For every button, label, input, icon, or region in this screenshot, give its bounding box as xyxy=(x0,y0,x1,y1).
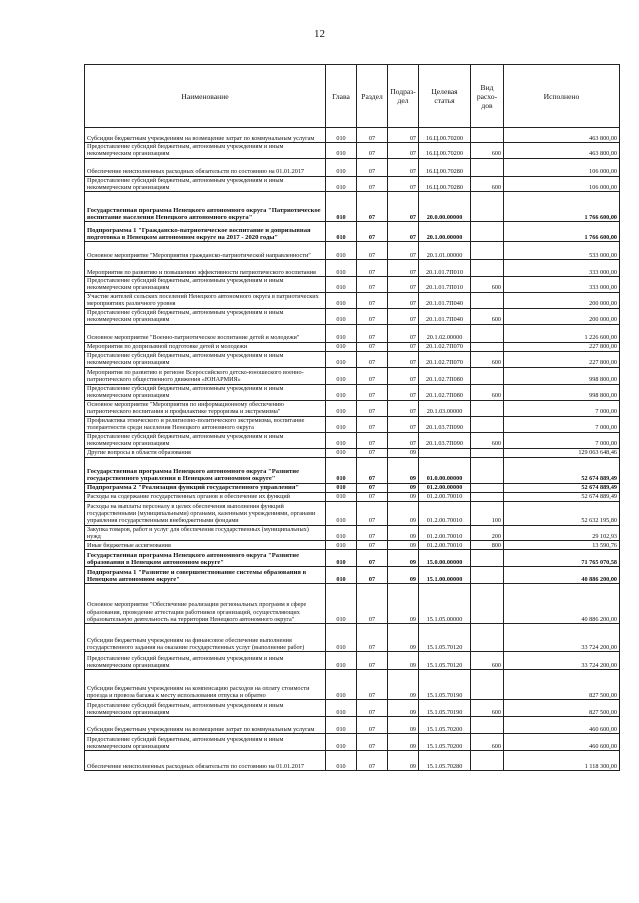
cell-isp: 827 500,00 xyxy=(504,670,620,700)
cell-statya: 20.1.01.7П010 xyxy=(419,260,471,277)
cell-glava: 010 xyxy=(326,492,357,501)
cell-glava: 010 xyxy=(326,400,357,416)
page-number: 12 xyxy=(314,28,325,40)
cell-isp: 460 600,00 xyxy=(504,734,620,751)
cell-name: Мероприятия по развитию и повышению эффективности патриотического воспитания xyxy=(85,260,326,277)
cell-isp: 106 000,00 xyxy=(504,158,620,176)
cell-vid xyxy=(471,624,504,652)
cell-podrazdel: 07 xyxy=(388,342,419,351)
cell-name: Расходы на выплаты персоналу в целях обеспечения выполнения функций государственными (муниципальными) органами, казенными учреждениями, органами управления государственными внебюджетными фондами xyxy=(85,501,326,525)
table-row xyxy=(85,416,620,432)
cell-isp: 463 800,00 xyxy=(504,143,620,159)
cell-name: Предоставление субсидий бюджетным, автономным учреждениям и иным некоммерческим организациям xyxy=(85,652,326,670)
cell-podrazdel: 07 xyxy=(388,324,419,342)
cell-razdel: 07 xyxy=(357,492,388,501)
table-row xyxy=(85,734,620,751)
table-row xyxy=(85,448,620,457)
table-row xyxy=(85,367,620,384)
budget-table xyxy=(84,64,620,771)
table-row xyxy=(85,308,620,324)
cell-statya: 15.0.00.00000 xyxy=(419,550,471,567)
cell-glava: 010 xyxy=(326,242,357,260)
cell-glava: 010 xyxy=(326,308,357,324)
cell-podrazdel: 09 xyxy=(388,624,419,652)
cell-podrazdel: 07 xyxy=(388,400,419,416)
cell-name: Иные бюджетные ассигнования xyxy=(85,541,326,550)
cell-glava: 010 xyxy=(326,416,357,432)
cell-razdel: 07 xyxy=(357,192,388,222)
table-row xyxy=(85,260,620,277)
table-row xyxy=(85,351,620,367)
cell-razdel: 07 xyxy=(357,501,388,525)
cell-isp: 227 800,00 xyxy=(504,351,620,367)
cell-razdel: 07 xyxy=(357,457,388,483)
cell-statya: 01.2.00.70010 xyxy=(419,501,471,525)
cell-glava: 010 xyxy=(326,351,357,367)
cell-glava: 010 xyxy=(326,128,357,143)
cell-name: Предоставление субсидий бюджетным, автономным учреждениям и иным некоммерческим организациям xyxy=(85,277,326,293)
cell-glava: 010 xyxy=(326,717,357,734)
cell-glava: 010 xyxy=(326,260,357,277)
cell-isp: 40 886 200,00 xyxy=(504,567,620,584)
cell-vid xyxy=(471,292,504,308)
cell-name: Государственная программа Ненецкого автономного округа "Развитие образования в Ненецком автономном округе" xyxy=(85,550,326,567)
table-row xyxy=(85,384,620,400)
cell-podrazdel: 07 xyxy=(388,128,419,143)
cell-isp: 52 632 195,80 xyxy=(504,501,620,525)
cell-razdel: 07 xyxy=(357,242,388,260)
cell-statya: 16.Ц.00.70280 xyxy=(419,176,471,192)
cell-glava: 010 xyxy=(326,457,357,483)
cell-isp: 7 000,00 xyxy=(504,432,620,448)
cell-glava: 010 xyxy=(326,541,357,550)
cell-podrazdel: 07 xyxy=(388,351,419,367)
cell-isp: 7 000,00 xyxy=(504,416,620,432)
cell-vid xyxy=(471,342,504,351)
cell-vid: 600 xyxy=(471,652,504,670)
cell-podrazdel: 07 xyxy=(388,158,419,176)
cell-isp: 33 724 200,00 xyxy=(504,652,620,670)
cell-vid: 200 xyxy=(471,525,504,541)
cell-name: Мероприятия по допризывной подготовке детей и молодежи xyxy=(85,342,326,351)
cell-vid xyxy=(471,483,504,492)
table-row xyxy=(85,143,620,159)
cell-statya: 15.1.05.00000 xyxy=(419,584,471,624)
cell-statya: 20.1.02.7П070 xyxy=(419,351,471,367)
cell-name: Другие вопросы в области образования xyxy=(85,448,326,457)
cell-glava: 010 xyxy=(326,670,357,700)
cell-isp: 71 765 070,58 xyxy=(504,550,620,567)
cell-isp: 52 674 889,49 xyxy=(504,483,620,492)
cell-razdel: 07 xyxy=(357,260,388,277)
cell-podrazdel: 07 xyxy=(388,308,419,324)
table-row xyxy=(85,192,620,222)
cell-isp: 200 000,00 xyxy=(504,308,620,324)
cell-statya: 20.1.02.7П070 xyxy=(419,342,471,351)
cell-glava: 010 xyxy=(326,324,357,342)
cell-podrazdel: 09 xyxy=(388,501,419,525)
cell-razdel: 07 xyxy=(357,734,388,751)
cell-vid: 100 xyxy=(471,501,504,525)
cell-statya: 20.1.02.00000 xyxy=(419,324,471,342)
cell-razdel: 07 xyxy=(357,670,388,700)
table-row xyxy=(85,342,620,351)
cell-name: Субсидии бюджетным учреждениям на возмещение затрат по коммунальным услугам xyxy=(85,128,326,143)
cell-glava: 010 xyxy=(326,734,357,751)
table-row xyxy=(85,277,620,293)
cell-statya: 15.1.05.70190 xyxy=(419,700,471,717)
cell-isp: 998 800,00 xyxy=(504,367,620,384)
cell-name: Мероприятия по развитию в регионе Всероссийского детско-юношеского военно-патриотического общественного движения «ЮНАРМИЯ» xyxy=(85,367,326,384)
cell-razdel: 07 xyxy=(357,143,388,159)
cell-podrazdel: 09 xyxy=(388,483,419,492)
cell-statya: 01.2.00.00000 xyxy=(419,483,471,492)
header-razdel: Раздел xyxy=(357,65,388,128)
cell-glava: 010 xyxy=(326,222,357,242)
cell-razdel: 07 xyxy=(357,525,388,541)
cell-isp: 1 766 600,00 xyxy=(504,192,620,222)
cell-isp: 333 000,00 xyxy=(504,277,620,293)
cell-razdel: 07 xyxy=(357,222,388,242)
cell-vid xyxy=(471,222,504,242)
table-row xyxy=(85,652,620,670)
cell-glava: 010 xyxy=(326,176,357,192)
table-body xyxy=(85,128,620,771)
cell-name: Предоставление субсидий бюджетным, автономным учреждениям и иным некоммерческим организациям xyxy=(85,176,326,192)
cell-isp: 827 500,00 xyxy=(504,700,620,717)
cell-isp: 333 000,00 xyxy=(504,260,620,277)
cell-isp: 29 102,93 xyxy=(504,525,620,541)
cell-glava: 010 xyxy=(326,192,357,222)
cell-statya: 16.Ц.00.70200 xyxy=(419,128,471,143)
cell-name: Основное мероприятие "Обеспечение реализации региональных программ в сфере образования, проведение аттестации работников организаций, осуществляющих образовательную деятельность на территории Ненецкого автономного округа" xyxy=(85,584,326,624)
cell-podrazdel: 09 xyxy=(388,550,419,567)
cell-name: Подпрограмма 2 "Реализация функций государственного управления" xyxy=(85,483,326,492)
cell-name: Субсидии бюджетным учреждениям на возмещение затрат по коммунальным услугам xyxy=(85,717,326,734)
cell-vid xyxy=(471,260,504,277)
cell-statya: 20.1.03.7П090 xyxy=(419,432,471,448)
cell-glava: 010 xyxy=(326,567,357,584)
cell-podrazdel: 07 xyxy=(388,432,419,448)
cell-vid xyxy=(471,550,504,567)
cell-podrazdel: 09 xyxy=(388,492,419,501)
header-statya: Целевая статья xyxy=(419,65,471,128)
cell-razdel: 07 xyxy=(357,550,388,567)
cell-vid xyxy=(471,367,504,384)
cell-podrazdel: 07 xyxy=(388,384,419,400)
cell-isp: 460 600,00 xyxy=(504,717,620,734)
cell-razdel: 07 xyxy=(357,584,388,624)
table-row xyxy=(85,176,620,192)
cell-name: Предоставление субсидий бюджетным, автономным учреждениям и иным некоммерческим организациям xyxy=(85,734,326,751)
cell-name: Основное мероприятие "Военно-патриотическое воспитание детей и молодежи" xyxy=(85,324,326,342)
cell-vid xyxy=(471,128,504,143)
table-row xyxy=(85,624,620,652)
cell-name: Профилактика этнического и религиозно-политического экстремизма, воспитание толерантности среди населения Ненецкого автономного округа xyxy=(85,416,326,432)
cell-name: Предоставление субсидий бюджетным, автономным учреждениям и иным некоммерческим организациям xyxy=(85,432,326,448)
cell-isp: 13 590,76 xyxy=(504,541,620,550)
cell-statya: 15.1.05.70120 xyxy=(419,624,471,652)
cell-podrazdel: 07 xyxy=(388,277,419,293)
cell-podrazdel: 07 xyxy=(388,143,419,159)
cell-podrazdel: 09 xyxy=(388,751,419,771)
cell-glava: 010 xyxy=(326,143,357,159)
cell-name: Основное мероприятие "Мероприятия гражданско-патриотической направленности" xyxy=(85,242,326,260)
cell-vid xyxy=(471,717,504,734)
cell-vid: 600 xyxy=(471,700,504,717)
table-row xyxy=(85,432,620,448)
cell-vid xyxy=(471,457,504,483)
cell-isp: 1 118 300,00 xyxy=(504,751,620,771)
table-row xyxy=(85,292,620,308)
cell-razdel: 07 xyxy=(357,351,388,367)
cell-statya: 01.2.00.70010 xyxy=(419,492,471,501)
cell-statya: 20.1.00.00000 xyxy=(419,222,471,242)
cell-podrazdel: 09 xyxy=(388,457,419,483)
cell-statya: 20.1.01.00000 xyxy=(419,242,471,260)
cell-vid: 600 xyxy=(471,176,504,192)
table-row xyxy=(85,584,620,624)
cell-statya: 20.1.03.7П090 xyxy=(419,416,471,432)
cell-statya: 20.1.01.7П010 xyxy=(419,277,471,293)
cell-name: Государственная программа Ненецкого автономного округа "Патриотическое воспитание населения Ненецкого автономного округа" xyxy=(85,192,326,222)
table-row xyxy=(85,717,620,734)
cell-razdel: 07 xyxy=(357,751,388,771)
cell-name: Предоставление субсидий бюджетным, автономным учреждениям и иным некоммерческим организациям xyxy=(85,143,326,159)
cell-razdel: 07 xyxy=(357,308,388,324)
cell-name: Подпрограмма 1 "Гражданско-патриотическое воспитание и допризывная подготовка в Ненецком автономном округе на 2017 - 2020 годы" xyxy=(85,222,326,242)
cell-isp: 1 766 600,00 xyxy=(504,222,620,242)
cell-name: Предоставление субсидий бюджетным, автономным учреждениям и иным некоммерческим организациям xyxy=(85,384,326,400)
cell-vid xyxy=(471,567,504,584)
cell-statya: 01.2.00.70010 xyxy=(419,541,471,550)
table-row xyxy=(85,158,620,176)
cell-podrazdel: 07 xyxy=(388,367,419,384)
cell-statya: 15.1.05.70190 xyxy=(419,670,471,700)
table-row xyxy=(85,324,620,342)
cell-vid xyxy=(471,416,504,432)
cell-vid xyxy=(471,158,504,176)
cell-podrazdel: 09 xyxy=(388,525,419,541)
cell-vid: 600 xyxy=(471,351,504,367)
cell-isp: 129 063 648,46 xyxy=(504,448,620,457)
cell-razdel: 07 xyxy=(357,567,388,584)
table-row xyxy=(85,501,620,525)
cell-vid xyxy=(471,670,504,700)
cell-isp: 227 800,00 xyxy=(504,342,620,351)
cell-razdel: 07 xyxy=(357,541,388,550)
cell-statya: 15.1.05.70200 xyxy=(419,734,471,751)
cell-vid xyxy=(471,492,504,501)
table-row xyxy=(85,700,620,717)
table-row xyxy=(85,751,620,771)
cell-name: Обеспечение неисполненных расходных обязательств по состоянию на 01.01.2017 xyxy=(85,751,326,771)
table-row xyxy=(85,567,620,584)
table-row xyxy=(85,128,620,143)
cell-glava: 010 xyxy=(326,448,357,457)
cell-vid xyxy=(471,192,504,222)
cell-vid xyxy=(471,584,504,624)
cell-glava: 010 xyxy=(326,550,357,567)
cell-glava: 010 xyxy=(326,384,357,400)
cell-glava: 010 xyxy=(326,483,357,492)
cell-vid xyxy=(471,242,504,260)
cell-vid: 600 xyxy=(471,277,504,293)
cell-glava: 010 xyxy=(326,292,357,308)
cell-podrazdel: 09 xyxy=(388,717,419,734)
table-row xyxy=(85,222,620,242)
cell-podrazdel: 09 xyxy=(388,734,419,751)
cell-isp: 533 000,00 xyxy=(504,242,620,260)
cell-glava: 010 xyxy=(326,624,357,652)
header-name: Наименование xyxy=(85,65,326,128)
cell-statya: 16.Ц.00.70200 xyxy=(419,143,471,159)
table-row xyxy=(85,541,620,550)
cell-name: Закупка товаров, работ и услуг для обеспечения государственных (муниципальных) нужд xyxy=(85,525,326,541)
cell-statya: 15.1.05.70200 xyxy=(419,717,471,734)
cell-vid xyxy=(471,448,504,457)
cell-statya: 01.2.00.70010 xyxy=(419,525,471,541)
cell-name: Обеспечение неисполненных расходных обязательств по состоянию на 01.01.2017 xyxy=(85,158,326,176)
cell-glava: 010 xyxy=(326,751,357,771)
cell-glava: 010 xyxy=(326,501,357,525)
cell-statya: 16.Ц.00.70280 xyxy=(419,158,471,176)
cell-razdel: 07 xyxy=(357,448,388,457)
table-row xyxy=(85,483,620,492)
cell-glava: 010 xyxy=(326,525,357,541)
cell-razdel: 07 xyxy=(357,700,388,717)
cell-vid: 600 xyxy=(471,308,504,324)
cell-isp: 40 886 200,00 xyxy=(504,584,620,624)
cell-vid: 600 xyxy=(471,143,504,159)
cell-vid: 600 xyxy=(471,384,504,400)
cell-statya: 01.0.00.00000 xyxy=(419,457,471,483)
table-row xyxy=(85,400,620,416)
cell-isp: 52 674 889,49 xyxy=(504,492,620,501)
cell-statya: 20.1.02.7П080 xyxy=(419,384,471,400)
cell-isp: 106 000,00 xyxy=(504,176,620,192)
cell-statya: 20.1.01.7П040 xyxy=(419,308,471,324)
cell-razdel: 07 xyxy=(357,277,388,293)
cell-name: Субсидии бюджетным учреждениям на финансовое обеспечение выполнения государственного задания на оказание государственных услуг (выполнение работ) xyxy=(85,624,326,652)
cell-razdel: 07 xyxy=(357,342,388,351)
cell-isp: 998 800,00 xyxy=(504,384,620,400)
cell-statya: 15.1.00.00000 xyxy=(419,567,471,584)
cell-razdel: 07 xyxy=(357,416,388,432)
cell-isp: 33 724 200,00 xyxy=(504,624,620,652)
cell-isp: 463 800,00 xyxy=(504,128,620,143)
cell-glava: 010 xyxy=(326,277,357,293)
cell-statya: 15.1.05.70120 xyxy=(419,652,471,670)
cell-statya: 20.1.03.00000 xyxy=(419,400,471,416)
cell-podrazdel: 09 xyxy=(388,700,419,717)
table-row xyxy=(85,492,620,501)
cell-podrazdel: 07 xyxy=(388,176,419,192)
cell-glava: 010 xyxy=(326,342,357,351)
cell-vid xyxy=(471,751,504,771)
cell-name: Расходы на содержание государственных органов и обеспечение их функций xyxy=(85,492,326,501)
header-ispolneno: Исполнено xyxy=(504,65,620,128)
cell-razdel: 07 xyxy=(357,158,388,176)
cell-podrazdel: 07 xyxy=(388,292,419,308)
cell-statya: 15.1.05.70280 xyxy=(419,751,471,771)
cell-statya: 20.1.01.7П040 xyxy=(419,292,471,308)
header-glava: Глава xyxy=(326,65,357,128)
cell-isp: 1 226 600,00 xyxy=(504,324,620,342)
cell-podrazdel: 09 xyxy=(388,584,419,624)
cell-glava: 010 xyxy=(326,700,357,717)
table-row xyxy=(85,525,620,541)
cell-name: Предоставление субсидий бюджетным, автономным учреждениям и иным некоммерческим организациям xyxy=(85,700,326,717)
cell-name: Субсидии бюджетным учреждениям на компенсацию расходов на оплату стоимости проезда и провоза багажа к месту использования отпуска и обратно xyxy=(85,670,326,700)
cell-vid xyxy=(471,324,504,342)
cell-podrazdel: 09 xyxy=(388,448,419,457)
cell-glava: 010 xyxy=(326,432,357,448)
cell-razdel: 07 xyxy=(357,432,388,448)
cell-vid: 600 xyxy=(471,734,504,751)
cell-vid xyxy=(471,400,504,416)
cell-podrazdel: 07 xyxy=(388,222,419,242)
cell-isp: 7 000,00 xyxy=(504,400,620,416)
table-header-row xyxy=(85,65,620,128)
cell-glava: 010 xyxy=(326,158,357,176)
cell-podrazdel: 07 xyxy=(388,242,419,260)
cell-razdel: 07 xyxy=(357,483,388,492)
cell-razdel: 07 xyxy=(357,128,388,143)
cell-isp: 52 674 889,49 xyxy=(504,457,620,483)
cell-statya: 20.1.02.7П080 xyxy=(419,367,471,384)
cell-name: Предоставление субсидий бюджетным, автономным учреждениям и иным некоммерческим организациям xyxy=(85,308,326,324)
table-row xyxy=(85,242,620,260)
cell-glava: 010 xyxy=(326,367,357,384)
header-vid: Вид расхо- дов xyxy=(471,65,504,128)
cell-name: Участие жителей сельских поселений Ненецкого автономного округа в патриотических мероприятиях различного уровня xyxy=(85,292,326,308)
cell-razdel: 07 xyxy=(357,324,388,342)
table-row xyxy=(85,457,620,483)
cell-podrazdel: 07 xyxy=(388,416,419,432)
cell-razdel: 07 xyxy=(357,367,388,384)
cell-name: Предоставление субсидий бюджетным, автономным учреждениям и иным некоммерческим организациям xyxy=(85,351,326,367)
cell-statya xyxy=(419,448,471,457)
cell-name: Государственная программа Ненецкого автономного округа "Развитие государственного управления в Ненецком автономном округе" xyxy=(85,457,326,483)
cell-podrazdel: 07 xyxy=(388,192,419,222)
cell-razdel: 07 xyxy=(357,384,388,400)
cell-glava: 010 xyxy=(326,652,357,670)
cell-podrazdel: 07 xyxy=(388,260,419,277)
cell-name: Подпрограмма 1 "Развитие и совершенствование системы образования в Ненецком автономном округе" xyxy=(85,567,326,584)
header-podrazdel: Подраз- дел xyxy=(388,65,419,128)
cell-razdel: 07 xyxy=(357,652,388,670)
cell-razdel: 07 xyxy=(357,292,388,308)
cell-podrazdel: 09 xyxy=(388,670,419,700)
cell-razdel: 07 xyxy=(357,624,388,652)
cell-podrazdel: 09 xyxy=(388,567,419,584)
cell-podrazdel: 09 xyxy=(388,652,419,670)
cell-vid: 600 xyxy=(471,432,504,448)
cell-vid: 800 xyxy=(471,541,504,550)
cell-razdel: 07 xyxy=(357,717,388,734)
table-row xyxy=(85,550,620,567)
cell-glava: 010 xyxy=(326,584,357,624)
cell-razdel: 07 xyxy=(357,400,388,416)
cell-podrazdel: 09 xyxy=(388,541,419,550)
cell-name: Основное мероприятие "Мероприятия по информационному обеспечению патриотического воспитания и профилактике терроризма и экстремизма" xyxy=(85,400,326,416)
cell-isp: 200 000,00 xyxy=(504,292,620,308)
cell-razdel: 07 xyxy=(357,176,388,192)
table-row xyxy=(85,670,620,700)
cell-statya: 20.0.00.00000 xyxy=(419,192,471,222)
